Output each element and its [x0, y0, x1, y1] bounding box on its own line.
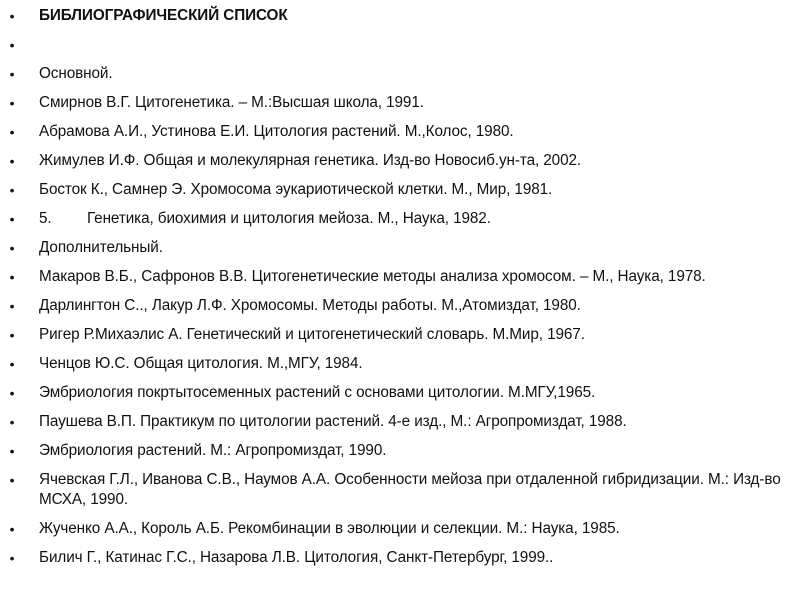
- bullet-icon: •: [9, 269, 15, 285]
- bullet-icon: •: [9, 240, 15, 256]
- reference-text: Жимулев И.Ф. Общая и молекулярная генетика. Изд-во Новосиб.ун-та, 2002.: [39, 152, 582, 169]
- list-item: [0, 93, 800, 113]
- reference-text: Абрамова А.И., Устинова Е.И. Цитология растений. М.,Колос, 1980.: [39, 123, 514, 140]
- list-item: [0, 325, 800, 345]
- reference-text: Эмбриология покртытосеменных растений с основами цитологии. М.МГУ,1965.: [39, 384, 596, 401]
- bullet-icon: •: [9, 37, 15, 53]
- bullet-icon: •: [9, 550, 15, 566]
- list-item: [0, 519, 800, 539]
- bullet-icon: •: [9, 124, 15, 140]
- reference-text: Дарлингтон С.., Лакур Л.Ф. Хромосомы. Методы работы. М.,Атомиздат, 1980.: [39, 297, 581, 314]
- list-item: [0, 354, 800, 374]
- reference-text: Жученко А.А., Король А.Б. Рекомбинации в эволюции и селекции. М.: Наука, 1985.: [39, 520, 620, 537]
- bullet-icon: •: [9, 153, 15, 169]
- bullet-icon: •: [9, 95, 15, 111]
- list-item: [0, 383, 800, 403]
- list-item: [0, 412, 800, 432]
- reference-text: Макаров В.Б., Сафронов В.В. Цитогенетические методы анализа хромосом. – М., Наука, 1978.: [39, 268, 706, 285]
- item-number: 5.: [39, 210, 52, 227]
- bullet-icon: •: [9, 521, 15, 537]
- list-item: [0, 296, 800, 316]
- bullet-icon: •: [9, 182, 15, 198]
- list-title-text: БИБЛИОГРАФИЧЕСКИЙ СПИСОК: [39, 7, 288, 24]
- bullet-icon: •: [9, 8, 15, 24]
- list-item: [0, 64, 800, 84]
- reference-text: Билич Г., Катинас Г.С., Назарова Л.В. Цитология, Санкт-Петербург, 1999..: [39, 549, 554, 566]
- reference-text: [39, 210, 491, 227]
- reference-text: Паушева В.П. Практикум по цитологии растений. 4-е изд., М.: Агропромиздат, 1988.: [39, 413, 627, 430]
- section-label-main: Основной.: [39, 65, 113, 82]
- bullet-icon: •: [9, 298, 15, 314]
- list-item: [0, 122, 800, 142]
- bullet-icon: •: [9, 211, 15, 227]
- section-label-additional: Дополнительный.: [39, 239, 163, 256]
- reference-text: Смирнов В.Г. Цитогенетика. – М.:Высшая школа, 1991.: [39, 94, 424, 111]
- bullet-icon: •: [9, 66, 15, 82]
- list-item: [0, 267, 800, 287]
- list-item: [0, 151, 800, 171]
- list-title: [0, 6, 800, 26]
- list-item: [0, 180, 800, 200]
- reference-text: Ячевская Г.Л., Иванова С.В., Наумов А.А. Особенности мейоза при отдаленной гибридизации. М.: Изд-во МСХА, 1990.: [39, 471, 781, 508]
- reference-text: Ригер Р.Михаэлис А. Генетический и цитогенетический словарь. М.Мир, 1967.: [39, 326, 585, 343]
- list-item: [0, 441, 800, 461]
- bullet-icon: •: [9, 385, 15, 401]
- bullet-icon: •: [9, 356, 15, 372]
- bullet-icon: •: [9, 472, 15, 488]
- bullet-icon: •: [9, 327, 15, 343]
- numbered-reference-text: Генетика, биохимия и цитология мейоза. М., Наука, 1982.: [87, 210, 491, 227]
- list-item: [0, 470, 800, 510]
- bullet-icon: •: [9, 414, 15, 430]
- reference-text: Ченцов Ю.С. Общая цитология. М.,МГУ, 1984.: [39, 355, 363, 372]
- bibliography-list: [0, 6, 800, 568]
- bullet-icon: •: [9, 443, 15, 459]
- list-item: [0, 238, 800, 258]
- list-item: [0, 548, 800, 568]
- list-item: [0, 209, 800, 229]
- reference-text: Босток К., Самнер Э. Хромосома эукариотической клетки. М., Мир, 1981.: [39, 181, 553, 198]
- reference-text: Эмбриология растений. М.: Агропромиздат, 1990.: [39, 442, 387, 459]
- empty-list-item: [0, 35, 800, 55]
